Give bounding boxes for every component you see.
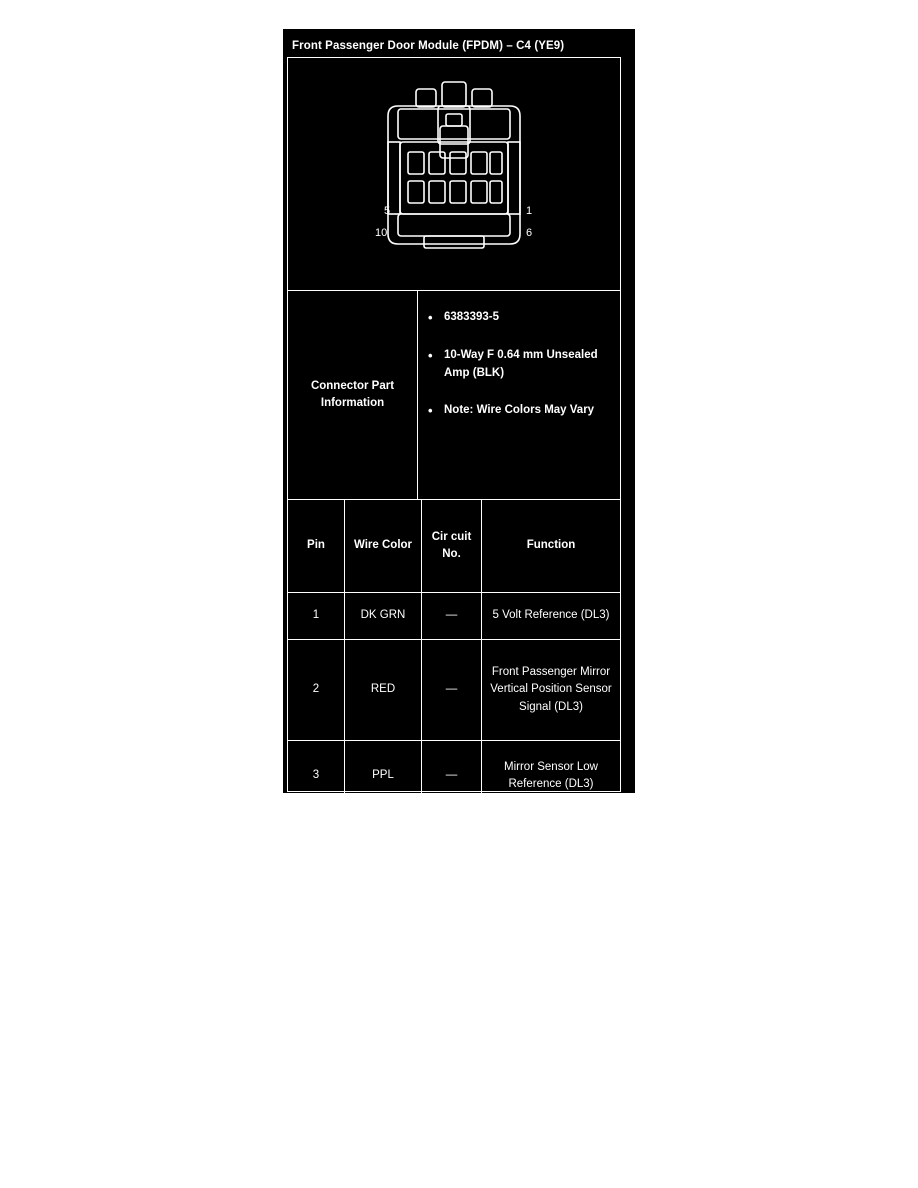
connector-part-information-label: Connector Part Information	[288, 291, 418, 499]
connector-part-information-list	[418, 291, 620, 499]
column-header-function: Function	[482, 500, 621, 593]
cell-wire-color: DK GRN	[345, 593, 422, 640]
cell-pin: 3	[288, 741, 345, 812]
cell-function: Mirror Sensor Low Reference (DL3)	[482, 741, 621, 812]
cell-circuit-no: —	[422, 741, 482, 812]
cell-pin: 1	[288, 593, 345, 640]
list-item: • 10-Way F 0.64 mm Unsealed Amp (BLK)	[428, 347, 612, 383]
list-item: • Note: Wire Colors May Vary	[428, 402, 612, 420]
table-header-row	[288, 500, 620, 593]
table-row	[288, 640, 620, 741]
column-header-pin: Pin	[288, 500, 345, 593]
pin-marker-1: 1	[526, 205, 533, 217]
connector-illustration-cell	[288, 58, 620, 291]
cell-circuit-no: —	[422, 640, 482, 741]
table-row	[288, 593, 620, 640]
pin-marker-6: 6	[526, 227, 533, 239]
connector-part-information-row	[288, 291, 620, 500]
page-title: Front Passenger Door Module (FPDM) – C4 (YE9)	[292, 40, 565, 52]
cell-function: Front Passenger Mirror Vertical Position Sensor Signal (DL3)	[482, 640, 621, 741]
cell-wire-color: PPL	[345, 741, 422, 812]
cell-wire-color: RED	[345, 640, 422, 741]
pin-assignment-table	[288, 500, 620, 812]
list-item: • 6383393-5	[428, 309, 612, 327]
column-header-circuit-no: Cir cuit No.	[422, 500, 482, 593]
pin-marker-5: 5	[384, 205, 391, 217]
connector-diagram-icon	[354, 76, 554, 276]
column-header-wire-color: Wire Color	[345, 500, 422, 593]
connector-table	[287, 57, 621, 792]
cell-circuit-no: —	[422, 593, 482, 640]
cell-function: 5 Volt Reference (DL3)	[482, 593, 621, 640]
cell-pin: 2	[288, 640, 345, 741]
pin-marker-10: 10	[375, 227, 388, 239]
table-row	[288, 741, 620, 812]
connector-document-card	[283, 29, 635, 793]
